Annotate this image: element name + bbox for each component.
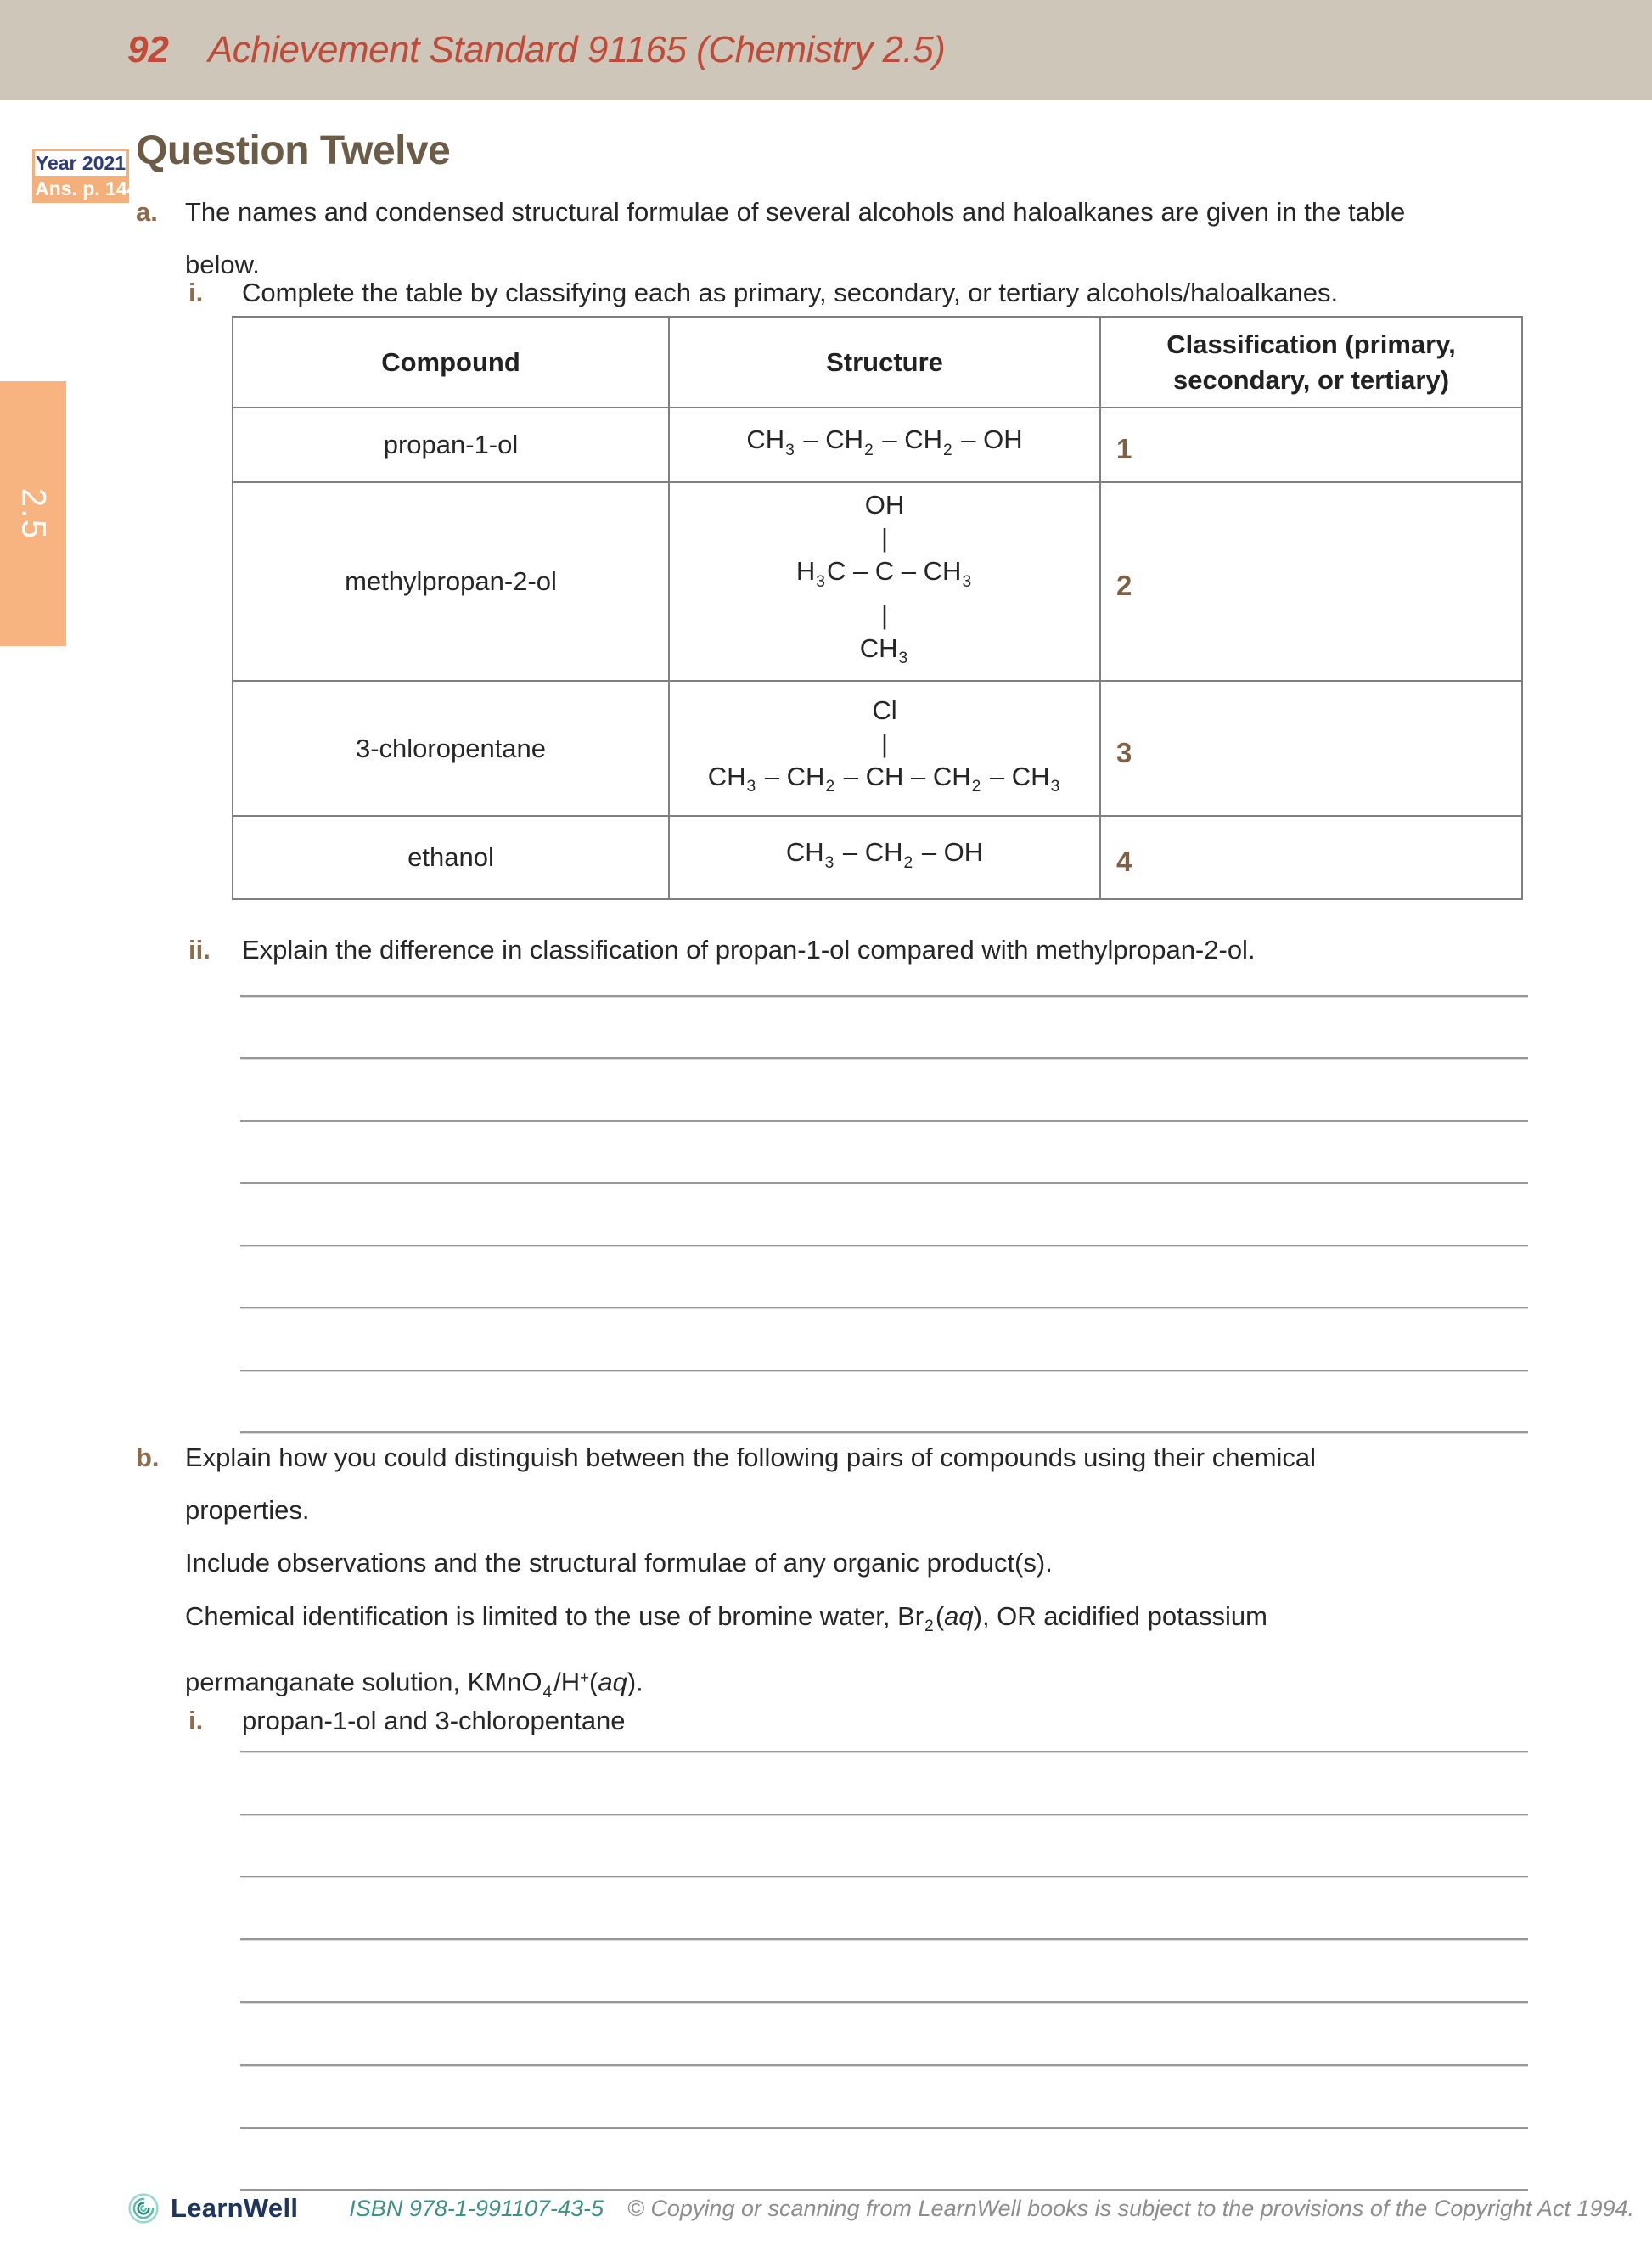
answer-line [240,1308,1528,1371]
table-row [233,482,1522,681]
part-b-marker: b. [136,1443,160,1472]
page-number: 92 [127,29,169,70]
text-line: Explain how you could distinguish between the following pairs of compounds using their chemical [185,1443,1317,1472]
classification-answer-cell [1100,408,1522,482]
answer-line [240,1815,1528,1878]
answer-line [240,934,1528,997]
answer-line [240,1184,1528,1246]
structure-formula [669,408,1100,482]
answer-line [240,1371,1528,1434]
classification-table [232,316,1523,900]
part-a-ii-marker: ii. [188,935,211,965]
chem-line: Cl [872,695,897,725]
compound-name: propan-1-ol [233,408,669,482]
chem-line: OH [864,490,905,520]
classification-answer-cell [1100,816,1522,899]
answer-line [240,2003,1528,2066]
answer-line [240,2129,1528,2191]
structure-formula [669,816,1100,899]
question-heading: Question Twelve [136,128,451,173]
classification-number: 3 [1116,736,1132,768]
table-header-row [233,317,1522,408]
chem-line: $CH_3$ [859,633,908,667]
chem-line: $CH_3 - CH_2 - CH_2$ – OH [746,425,1023,459]
table-row [233,681,1522,816]
chem-line: | [880,728,889,758]
chem-line: Chemical identification is limited to the use of bromine water, $Br_2(aq)$, OR acidified potassium [185,1601,1267,1636]
answer-line [240,1877,1528,1940]
page-header-bar [0,0,1652,100]
brand-name: LearnWell [171,2193,299,2223]
answer-page-badge: Ans. p. 144 [35,177,138,200]
classification-number: 2 [1116,570,1132,601]
compound-name: 3-chloropentane [233,681,669,816]
classification-answer-cell [1100,681,1522,816]
part-a-marker: a. [136,197,158,227]
part-a-i-marker: i. [188,278,204,307]
answer-lines-b-i [240,1690,1528,2191]
part-b [136,1431,1316,1537]
copyright-text: © Copying or scanning from LearnWell books is subject to the provisions of the Copyright Act 1994. [627,2195,1635,2221]
text-line: below. [185,250,260,279]
part-b-text [185,1431,1316,1537]
year-answer-badge [32,149,138,203]
structure-formula [669,681,1100,816]
answer-line [240,2066,1528,2129]
year-badge: Year 2021 [35,152,126,174]
part-a-ii-text: Explain the difference in classification of propan-1-ol compared with methylpropan-2-ol. [242,935,1256,965]
isbn-text: ISBN 978-1-991107-43-5 [349,2195,604,2221]
classification-number: 1 [1116,433,1132,464]
answer-line [240,997,1528,1060]
part-a-i-text: Complete the table by classifying each as primary, secondary, or tertiary alcohols/haloalkanes. [242,278,1339,307]
chem-line: | [880,523,889,554]
text-line: The names and condensed structural formulae of several alcohols and haloalkanes are given in the table [185,197,1406,227]
chem-line: | [880,599,889,630]
part-b-note-observations: Include observations and the structural formulae of any organic product(s). [185,1548,1053,1578]
answer-line [240,1940,1528,2003]
chem-line: $CH_3 - CH_2$ – OH [785,837,984,872]
text-line: properties. [185,1495,310,1525]
page-footer [127,2192,1634,2224]
part-a-i [188,267,1338,319]
part-b-i-text: propan-1-ol and 3-chloropentane [242,1706,626,1735]
answer-line [240,1690,1528,1752]
classification-number: 4 [1116,846,1132,877]
answer-line [240,1122,1528,1184]
answer-lines-a-ii [240,934,1528,1433]
table-row [233,816,1522,899]
chem-line: $H_3C$ – C – $CH_3$ [795,556,972,591]
chem-line: permanganate solution, KMnO$_4$/H+(aq). [185,1667,643,1701]
answer-line [240,1246,1528,1309]
header-cell-compound: Compound [233,317,669,408]
chem-line: $CH_3 - CH_2$ – CH – $CH_2 - CH_3$ [707,761,1060,796]
learnwell-logo-icon [127,2192,160,2224]
chapter-side-tab [0,381,66,646]
chapter-side-tab-label: 2.5 [14,487,53,540]
part-b-i-marker: i. [188,1706,204,1735]
header-cell-classification: Classification (primary, secondary, or tertiary) [1100,317,1522,408]
answer-line [240,1059,1528,1122]
compound-name: methylpropan-2-ol [233,482,669,681]
classification-answer-cell [1100,482,1522,681]
header-cell-structure: Structure [669,317,1100,408]
compound-name: ethanol [233,816,669,899]
standard-title: Achievement Standard 91165 (Chemistry 2.5) [207,29,946,70]
table-row [233,408,1522,482]
structure-formula [669,482,1100,681]
answer-line [240,1752,1528,1815]
